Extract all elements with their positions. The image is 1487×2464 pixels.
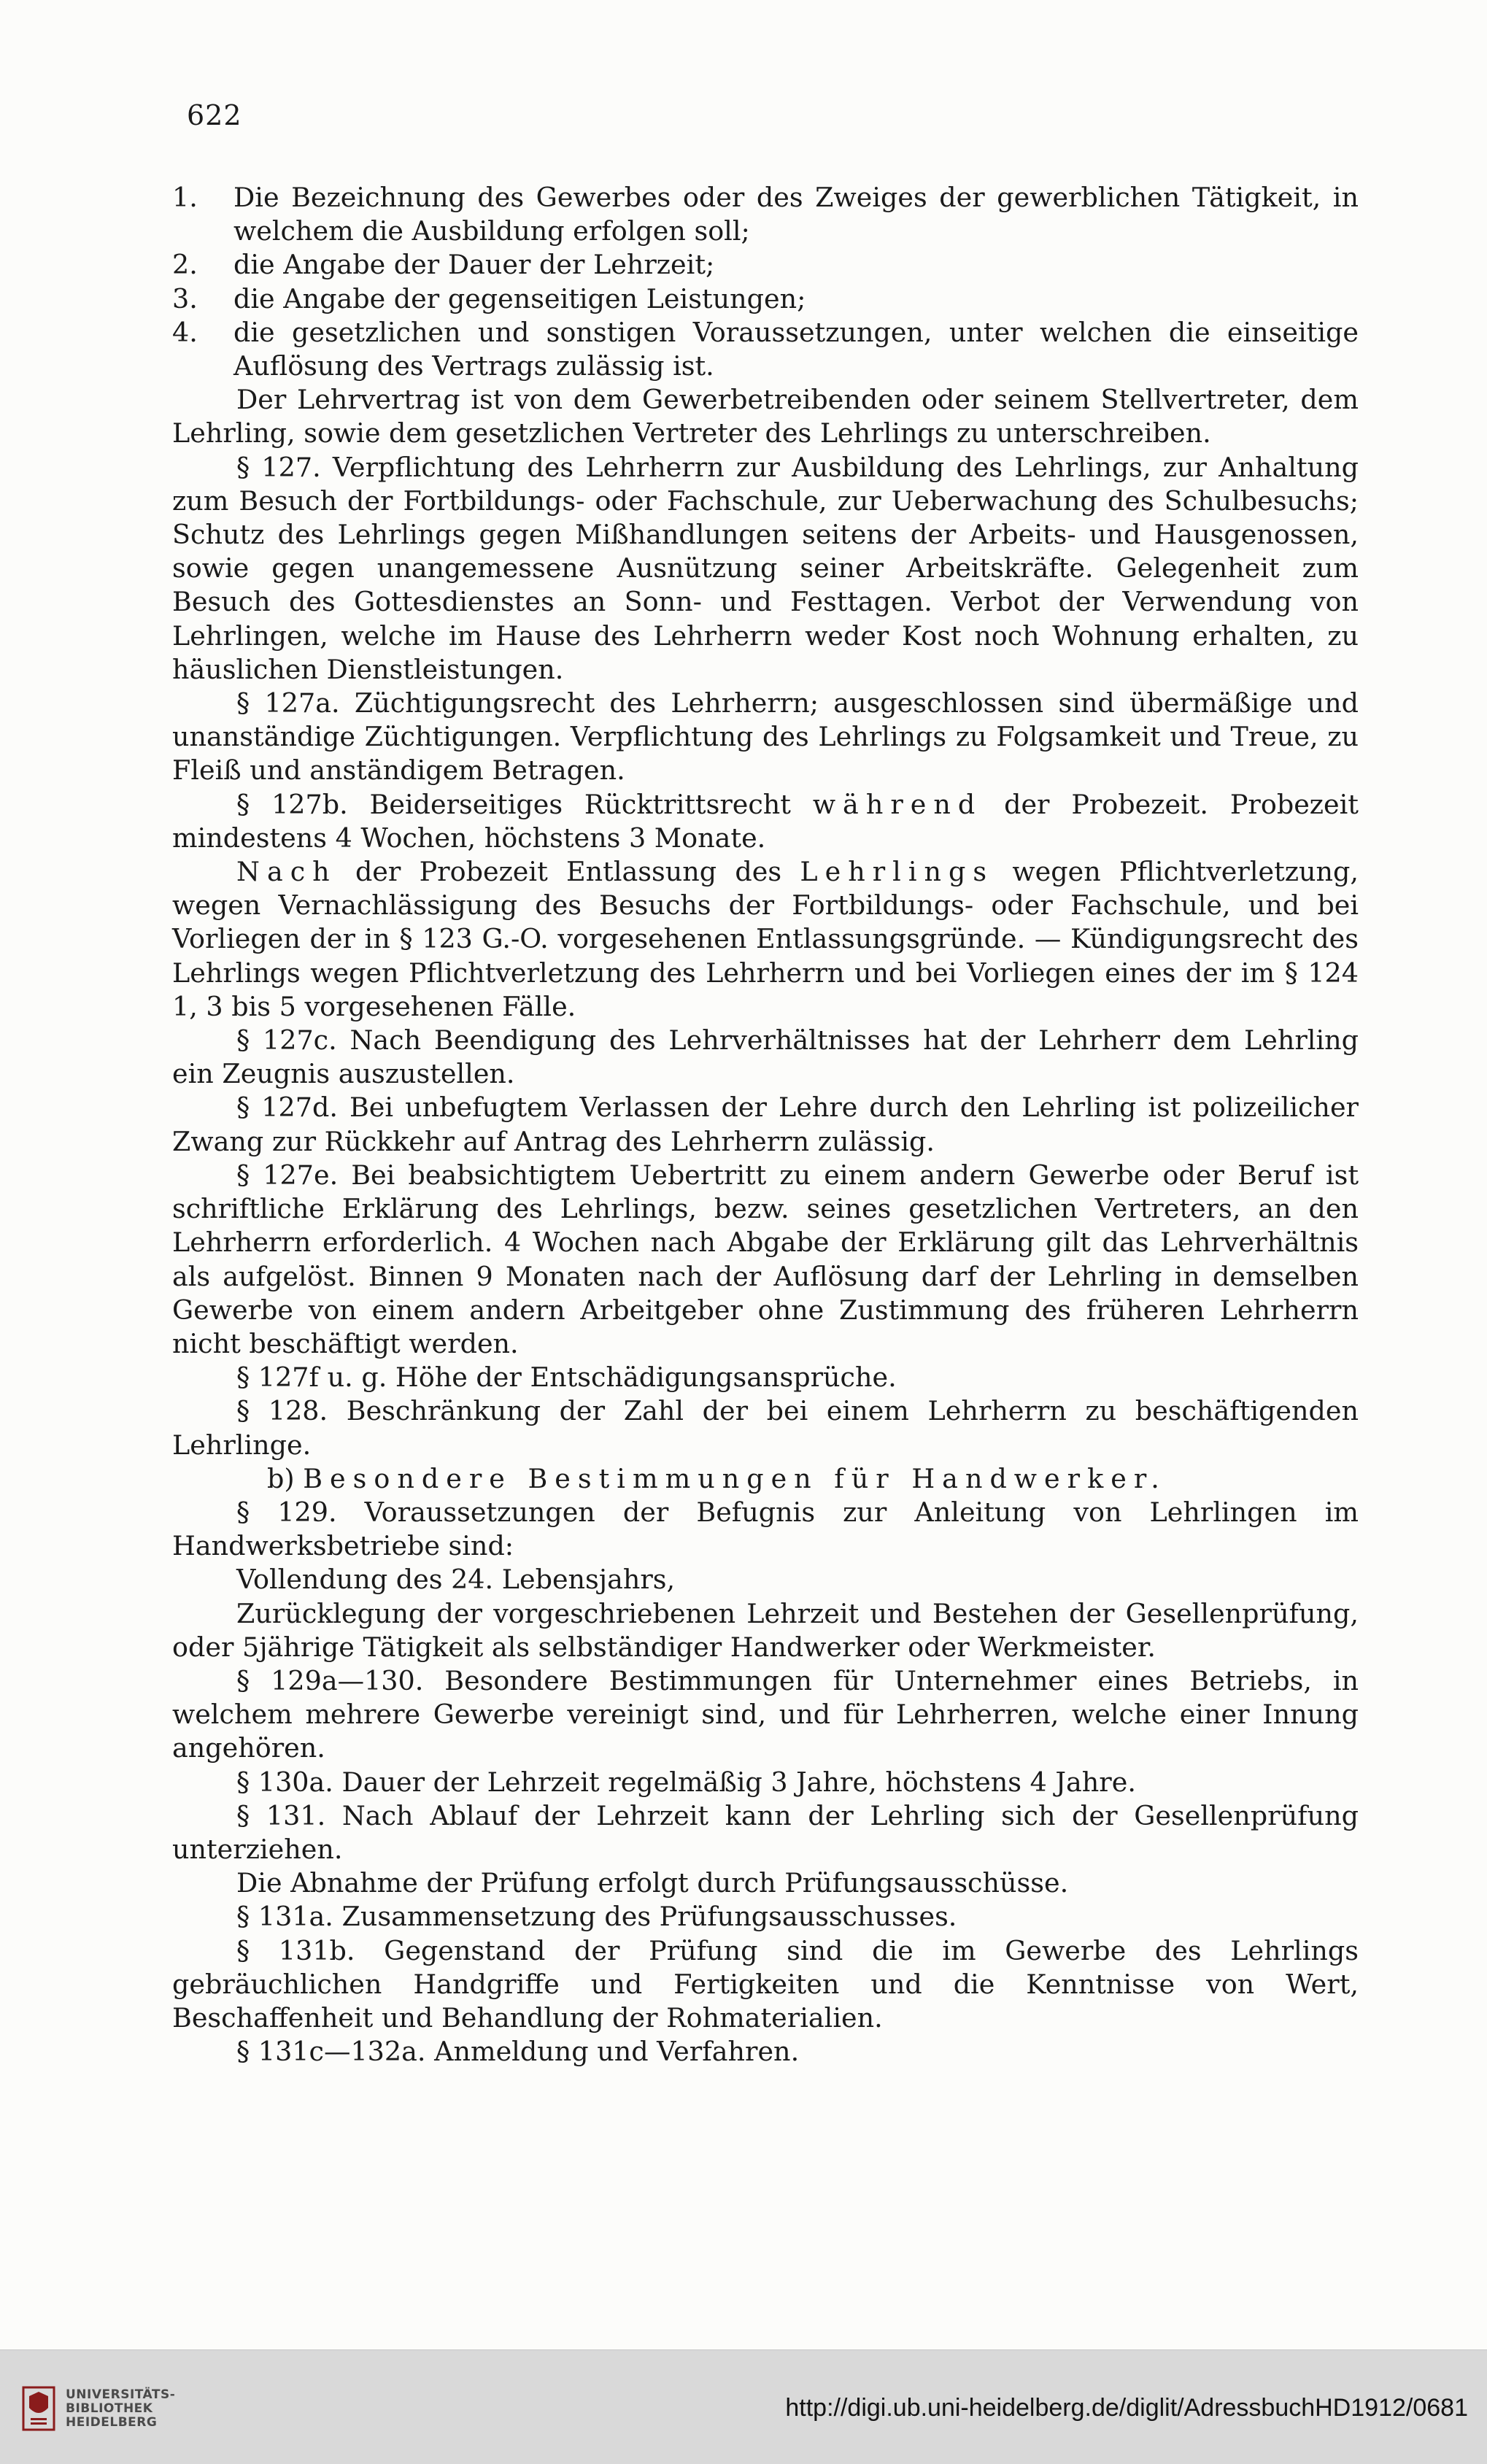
paragraph-127f: § 127f u. g. Höhe der Entschädigungsansprüche. — [236, 1362, 897, 1394]
page-text — [172, 181, 1359, 2069]
university-seal-icon — [22, 2386, 55, 2431]
list-item-number: 3. — [172, 282, 198, 314]
paragraph-abnahme: Die Abnahme der Prüfung erfolgt durch Prüfungsausschüsse. — [236, 1867, 1069, 1899]
list-item-text: die gesetzlichen und sonstigen Voraussetzungen, unter welchen die einseitige Auflösung des Vertrags zulässig ist. — [233, 316, 1359, 382]
list-item — [172, 181, 1359, 248]
page-number: 622 — [187, 99, 242, 131]
list-item — [172, 282, 1359, 316]
paragraph-nach-probezeit — [172, 855, 1359, 1024]
paragraph-127b — [172, 788, 1359, 855]
viewer-footer — [0, 2349, 1487, 2464]
paragraph-131: § 131. Nach Ablauf der Lehrzeit kann der Lehrling sich der Gesellenprüfung unterziehen. — [172, 1799, 1359, 1865]
list-item — [172, 248, 1359, 282]
section-heading-prefix: b) — [267, 1462, 295, 1494]
paragraph-vollendung: Vollendung des 24. Lebensjahrs, — [236, 1564, 676, 1596]
permalink-url[interactable]: http://digi.ub.uni-heidelberg.de/diglit/AdressbuchHD1912/0681 — [785, 2394, 1468, 2422]
paragraph-127: § 127. Verpflichtung des Lehrherrn zur Ausbildung des Lehrlings, zur Anhaltung zum Besuch der Fortbildungs- oder Fachschule, zur Ueberwachung des Schulbesuchs; Schutz des Lehrlings gegen Mißhandlungen seitens der Arbeits- und Hausgenossen, sowie gegen unangemessene Ausnützung seiner Arbeitskräfte. Gelegenheit zum Besuch des Gottesdienstes an Sonn- und Festtagen. Verbot der Verwendung von Lehrlingen, welche im Hause des Lehrherrn weder Kost noch Wohnung erhalten, zu häuslichen Dienstleistungen. — [172, 451, 1359, 685]
list-item-text: Die Bezeichnung des Gewerbes oder des Zweiges der gewerblichen Tätigkeit, in welchem die Ausbildung erfolgen soll; — [233, 182, 1359, 247]
paragraph-131c-132a: § 131c—132a. Anmeldung und Verfahren. — [236, 2036, 800, 2068]
list-item-number: 4. — [172, 316, 198, 348]
paragraph-131b: § 131b. Gegenstand der Prüfung sind die im Gewerbe des Lehrlings gebräuchlichen Handgriffe und Fertigkeiten und die Kenntnisse von Wert, Beschaffenheit und Behandlung der Rohmaterialien. — [172, 1934, 1359, 2034]
text-span: § 127b. Beiderseitiges Rücktrittsrecht — [236, 788, 791, 820]
logo-line: HEIDELBERG — [66, 2414, 158, 2430]
paragraph-127c: § 127c. Nach Beendigung des Lehrverhältnisses hat der Lehrherr dem Lehrling ein Zeugnis auszustellen. — [172, 1024, 1359, 1090]
paragraph-zuruecklegung: Zurücklegung der vorgeschriebenen Lehrzeit und Bestehen der Gesellenprüfung, oder 5jährige Tätigkeit als selbständiger Handwerker oder Werkmeister. — [172, 1597, 1359, 1663]
section-heading-text: Besondere Bestimmungen für Handwerker. — [303, 1462, 1167, 1494]
paragraph-129: § 129. Voraussetzungen der Befugnis zur Anleitung von Lehrlingen im Handwerksbetriebe sind: — [172, 1496, 1359, 1562]
paragraph-127d: § 127d. Bei unbefugtem Verlassen der Lehre durch den Lehrling ist polizeilicher Zwang zur Rückkehr auf Antrag des Lehrherrn zulässig. — [172, 1092, 1359, 1157]
paragraph-129a-130: § 129a—130. Besondere Bestimmungen für Unternehmer eines Betriebs, in welchem mehrere Gewerbe vereinigt sind, und für Lehrherren, welche einer Innung angehören. — [172, 1664, 1359, 1764]
text-span: der Probezeit Entlassung des — [355, 856, 782, 888]
paragraph-130a: § 130a. Dauer der Lehrzeit regelmäßig 3 Jahre, höchstens 4 Jahre. — [236, 1766, 1136, 1798]
logo-line: UNIVERSITÄTS- — [66, 2387, 176, 2402]
section-heading — [172, 1462, 1359, 1496]
list-item — [172, 316, 1359, 383]
emphasis-spaced: während — [812, 788, 983, 820]
text-span: wegen Pflichtverletzung, wegen Vernachlässigung des Besuchs der Fortbildungs- oder Fachschule, und bei Vorliegen der in § 123 G.-O. vorgesehenen Entlassungsgründe. — Kündigungsrecht des Lehrlings wegen Pflichtverletzung des Lehrherrn und bei Vorliegen eines der im § 124 1, 3 bis 5 vorgesehenen Fälle. — [172, 856, 1359, 1022]
paragraph-127a: § 127a. Züchtigungsrecht des Lehrherrn; ausgeschlossen sind übermäßige und unanständige Züchtigungen. Verpflichtung des Lehrlings zu Folgsamkeit und Treue, zu Fleiß und anständigem Betragen. — [172, 687, 1359, 787]
list-item-text: die Angabe der Dauer der Lehrzeit; — [233, 249, 715, 281]
text-span: der Probezeit. Probezeit mindestens 4 Wochen, höchstens 3 Monate. — [172, 788, 1359, 854]
paragraph-lehrvertrag: Der Lehrvertrag ist von dem Gewerbetreibenden oder seinem Stellvertreter, dem Lehrling, sowie dem gesetzlichen Vertreter des Lehrlings zu unterschreiben. — [172, 384, 1359, 449]
library-logo[interactable] — [22, 2382, 197, 2435]
emphasis-spaced: Lehrlings — [800, 856, 994, 888]
list-item-number: 2. — [172, 249, 198, 281]
paragraph-128: § 128. Beschränkung der Zahl der bei einem Lehrherrn zu beschäftigenden Lehrlinge. — [172, 1395, 1359, 1461]
list-item-number: 1. — [172, 182, 198, 213]
library-logo-text — [66, 2388, 175, 2430]
paragraph-131a: § 131a. Zusammensetzung des Prüfungsausschusses. — [236, 1901, 957, 1933]
logo-line: BIBLIOTHEK — [66, 2401, 153, 2416]
emphasis-spaced: Nach — [236, 856, 337, 888]
list-item-text: die Angabe der gegenseitigen Leistungen; — [233, 282, 806, 314]
paragraph-127e: § 127e. Bei beabsichtigtem Uebertritt zu einem andern Gewerbe oder Beruf ist schriftliche Erklärung des Lehrlings, bezw. seines gesetzlichen Vertreters, an den Lehrherrn erforderlich. 4 Wochen nach Abgabe der Erklärung gilt das Lehrverhältnis als aufgelöst. Binnen 9 Monaten nach der Auflösung darf der Lehrling in demselben Gewerbe von einem andern Arbeitgeber ohne Zustimmung des früheren Lehrherrn nicht beschäftigt werden. — [172, 1159, 1359, 1359]
